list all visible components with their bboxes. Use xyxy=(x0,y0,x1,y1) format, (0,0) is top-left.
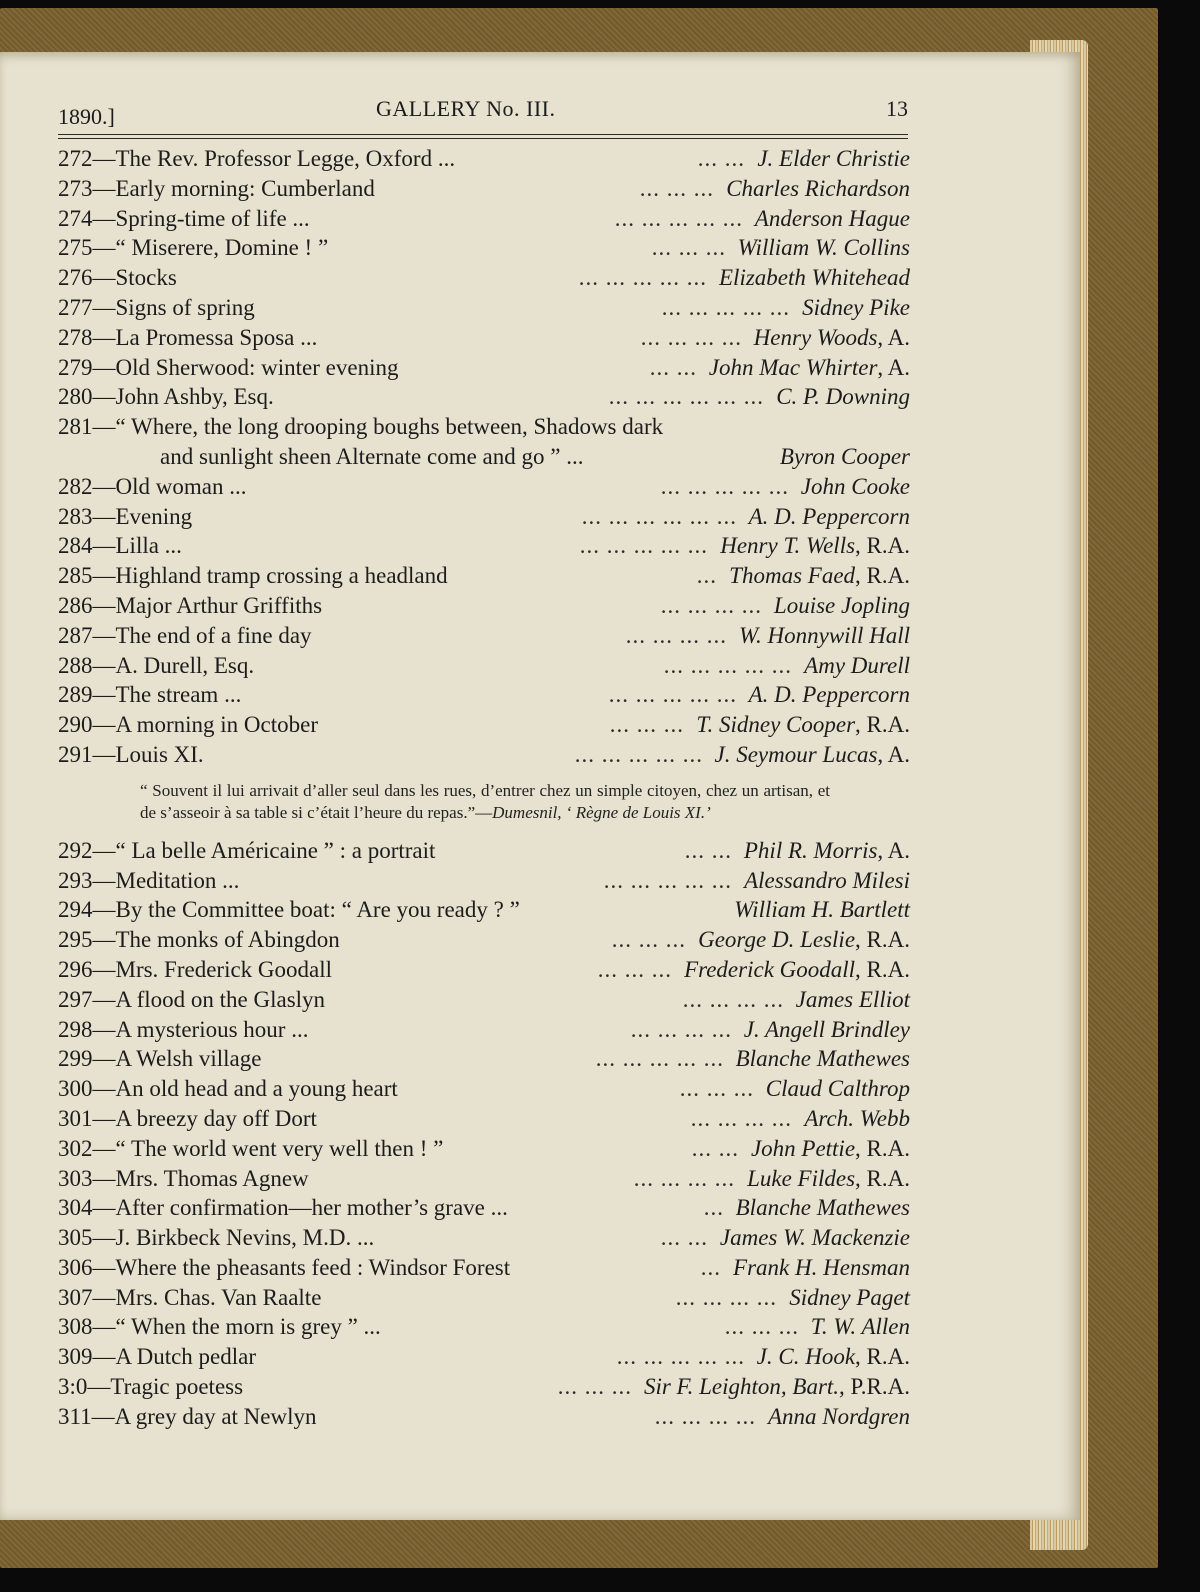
leader-dots: ... ... ... ... ... xyxy=(603,867,732,893)
entry-number: 294 xyxy=(58,897,93,923)
catalogue-entry: 311—A grey day at Newlyn ... ... ... ... Anna Nordgren xyxy=(58,1403,910,1429)
entry-number: 298 xyxy=(58,1016,93,1042)
entry-artist: Thomas Faed xyxy=(729,563,856,589)
catalogue-entry: 303—Mrs. Thomas Agnew ... ... ... ... Luke Fildes, R.A. xyxy=(58,1165,910,1191)
entry-number: 274 xyxy=(58,205,93,231)
entry-title: A Welsh village xyxy=(115,1046,262,1072)
leader-dots: ... ... ... xyxy=(611,927,686,953)
quotation-source: Dumesnil, ‘ Règne de Louis XI.’ xyxy=(492,802,711,822)
entry-title: Signs of spring xyxy=(115,294,255,320)
leader-dots: ... ... ... ... xyxy=(675,1284,777,1310)
entry-artist: T. Sidney Cooper xyxy=(696,712,856,738)
catalogue-entry: 281—“ Where, the long drooping boughs between, Shadows dark xyxy=(58,414,664,440)
entry-number: 299 xyxy=(58,1046,93,1072)
entry-title: An old head and a young heart xyxy=(115,1076,398,1102)
entry-artist: William H. Bartlett xyxy=(734,897,910,923)
catalogue-entry: 288—A. Durell, Esq. ... ... ... ... ... Amy Durell xyxy=(58,652,910,678)
entry-artist: Charles Richardson xyxy=(726,175,910,201)
catalogue-entry-continuation xyxy=(58,444,910,474)
entry-title: The stream ... xyxy=(115,682,242,708)
entry-title: A breezy day off Dort xyxy=(115,1105,317,1131)
header-year: 1890.] xyxy=(58,104,115,129)
artist-honour: , R.A. xyxy=(855,927,910,953)
entry-artist: J. Elder Christie xyxy=(757,146,910,171)
running-header xyxy=(58,92,908,132)
catalogue-entry: 283—Evening ... ... ... ... ... ... A. D. Peppercorn xyxy=(58,503,910,529)
entry-title: Highland tramp crossing a headland xyxy=(115,563,448,589)
entry-title: Old woman ... xyxy=(115,473,247,499)
quotation-text: “ Souvent il lui arrivait d’aller seul dans les rues, d’entrer chez un simple citoyen, chez un artisan, et de s’asseoir à sa table si c’était l’heure du repas.”— xyxy=(140,780,830,822)
entry-number: 3:0 xyxy=(58,1374,88,1400)
leader-dots: ... ... ... ... xyxy=(660,592,762,618)
entry-number: 306 xyxy=(58,1254,93,1280)
catalogue-entry: 294—By the Committee boat: “ Are you ready ? ” William H. Bartlett xyxy=(58,897,910,923)
entry-title: “ Where, the long drooping boughs between, Shadows dark xyxy=(115,414,664,440)
entry-number: 308 xyxy=(58,1314,93,1340)
entry-artist: James W. Mackenzie xyxy=(719,1225,910,1251)
entry-title: Mrs. Chas. Van Raalte xyxy=(115,1284,322,1310)
leader-dots: ... ... ... ... ... xyxy=(660,473,789,499)
catalogue-entry: 277—Signs of spring ... ... ... ... ... Sidney Pike xyxy=(58,294,910,320)
entry-number: 301 xyxy=(58,1105,93,1131)
entry-artist: J. Seymour Lucas xyxy=(714,741,878,767)
entry-number: 309 xyxy=(58,1344,93,1370)
entry-number: 287 xyxy=(58,622,93,648)
catalogue-entry: 306—Where the pheasants feed : Windsor Forest ... Frank H. Hensman xyxy=(58,1254,910,1280)
leader-dots: ... ... ... ... ... xyxy=(663,652,792,678)
artist-honour: , P.R.A. xyxy=(839,1374,910,1400)
catalogue-entry: 309—A Dutch pedlar ... ... ... ... ... J. C. Hook, R.A. xyxy=(58,1344,910,1370)
entry-title: John Ashby, Esq. xyxy=(115,384,274,410)
entry-number: 295 xyxy=(58,927,93,953)
entry-group xyxy=(58,146,910,414)
entry-artist: Arch. Webb xyxy=(804,1105,910,1131)
entry-artist: Henry T. Wells xyxy=(720,533,856,559)
entry-artist: John Pettie xyxy=(750,1135,856,1161)
artist-honour: , A. xyxy=(877,741,910,767)
leader-dots: ... ... ... ... ... xyxy=(608,682,737,708)
entry-title: A morning in October xyxy=(115,712,318,738)
leader-dots: ... ... ... xyxy=(651,235,726,261)
entry-artist: William W. Collins xyxy=(737,235,910,261)
entry-artist: J. C. Hook xyxy=(756,1344,856,1370)
entry-number: 283 xyxy=(58,503,93,529)
entry-number: 305 xyxy=(58,1225,93,1251)
entry-artist: Henry Woods xyxy=(753,324,878,350)
leader-dots: ... ... ... xyxy=(724,1314,799,1340)
entry-number: 279 xyxy=(58,354,93,380)
leader-dots: ... ... ... ... xyxy=(690,1105,792,1131)
entry-artist: Elizabeth Whitehead xyxy=(719,265,910,291)
catalogue-entry: 272—The Rev. Professor Legge, Oxford ... ... ... J. Elder Christie xyxy=(58,146,910,171)
catalogue-entry: 300—An old head and a young heart ... ... ... Claud Calthrop xyxy=(58,1076,910,1102)
entry-artist: Sidney Pike xyxy=(802,294,910,320)
entry-title: By the Committee boat: “ Are you ready ? ” xyxy=(115,897,520,923)
entry-number: 291 xyxy=(58,741,93,767)
entry-title: “ When the morn is grey ” ... xyxy=(115,1314,381,1340)
entry-artist: Anna Nordgren xyxy=(767,1403,910,1429)
leader-dots: ... ... ... xyxy=(597,956,672,982)
entry-number: 297 xyxy=(58,986,93,1012)
leader-dots: ... ... ... xyxy=(609,712,684,738)
entry-artist: Blanche Mathewes xyxy=(735,1046,910,1072)
catalogue-entry: 292—“ La belle Américaine ” : a portrait ... ... Phil R. Morris, A. xyxy=(58,837,910,863)
entry-number: 278 xyxy=(58,324,93,350)
entry-title: A Dutch pedlar xyxy=(115,1344,257,1370)
leader-dots: ... ... xyxy=(697,146,745,171)
leader-dots: ... ... xyxy=(684,837,732,863)
leader-dots: ... ... ... ... xyxy=(630,1016,732,1042)
catalogue-entries xyxy=(58,146,910,1434)
entry-number: 273 xyxy=(58,175,93,201)
catalogue-entry: 293—Meditation ... ... ... ... ... ... Alessandro Milesi xyxy=(58,867,910,893)
entry-title: Lilla ... xyxy=(115,533,182,559)
catalogue-entry: 285—Highland tramp crossing a headland ... Thomas Faed, R.A. xyxy=(58,563,910,589)
entry-number: 293 xyxy=(58,867,93,893)
entry-artist: Byron Cooper xyxy=(779,443,910,469)
artist-honour: , R.A. xyxy=(855,533,910,559)
entry-title: After confirmation—her mother’s grave ... xyxy=(115,1195,508,1221)
entry-title: Tragic poetess xyxy=(110,1374,244,1400)
entry-artist: George D. Leslie xyxy=(698,927,856,953)
entry-artist: Amy Durell xyxy=(804,652,910,678)
entry-title: The end of a fine day xyxy=(115,622,312,648)
catalogue-entry: 305—J. Birkbeck Nevins, M.D. ... ... ... James W. Mackenzie xyxy=(58,1225,910,1251)
entry-artist: Sidney Paget xyxy=(789,1284,910,1310)
entry-number: 275 xyxy=(58,235,93,261)
leader-dots: ... ... ... xyxy=(639,175,714,201)
entry-artist: Anderson Hague xyxy=(754,205,910,231)
catalogue-entry: 307—Mrs. Chas. Van Raalte ... ... ... ... Sidney Paget xyxy=(58,1284,910,1310)
catalogue-entry: 287—The end of a fine day ... ... ... ... W. Honnywill Hall xyxy=(58,622,910,648)
leader-dots: ... ... ... ... ... xyxy=(578,265,707,291)
catalogue-entry: 276—Stocks ... ... ... ... ... Elizabeth Whitehead xyxy=(58,265,910,291)
entry-number: 272 xyxy=(58,146,93,171)
entry-artist: Louise Jopling xyxy=(773,592,910,618)
entry-number: 288 xyxy=(58,652,93,678)
entry-title: The Rev. Professor Legge, Oxford ... xyxy=(115,146,456,171)
catalogue-entry: 273—Early morning: Cumberland ... ... ... Charles Richardson xyxy=(58,175,910,201)
catalogue-entry: 289—The stream ... ... ... ... ... ... A. D. Peppercorn xyxy=(58,682,910,708)
entry-artist: Frederick Goodall xyxy=(684,956,856,982)
artist-honour: , A. xyxy=(877,324,910,350)
catalogue-entry: 280—John Ashby, Esq. ... ... ... ... ... ... C. P. Downing xyxy=(58,384,910,410)
leader-dots: ... xyxy=(700,1254,721,1280)
catalogue-entry: 302—“ The world went very well then ! ” ... ... John Pettie, R.A. xyxy=(58,1135,910,1161)
entry-title: Stocks xyxy=(115,265,177,291)
header-gallery-title: GALLERY No. III. xyxy=(376,96,556,121)
catalogue-entry: 296—Mrs. Frederick Goodall ... ... ... Frederick Goodall, R.A. xyxy=(58,956,910,982)
leader-dots: ... ... ... ... ... xyxy=(614,205,743,231)
leader-dots: ... ... ... ... xyxy=(625,622,727,648)
catalogue-entry: 282—Old woman ... ... ... ... ... ... John Cooke xyxy=(58,473,910,499)
entry-number: 311 xyxy=(58,1403,92,1429)
entry-artist: Claud Calthrop xyxy=(765,1076,910,1102)
entry-number: 300 xyxy=(58,1076,93,1102)
catalogue-entry: 298—A mysterious hour ... ... ... ... ... J. Angell Brindley xyxy=(58,1016,910,1042)
entry-title: The monks of Abingdon xyxy=(115,927,340,953)
entry-title: A grey day at Newlyn xyxy=(114,1403,317,1429)
catalogue-entry: 284—Lilla ... ... ... ... ... ... Henry T. Wells, R.A. xyxy=(58,533,910,559)
leader-dots: ... ... ... ... ... ... xyxy=(581,503,737,529)
entry-artist: James Elliot xyxy=(795,986,910,1012)
catalogue-entry: 301—A breezy day off Dort ... ... ... ... Arch. Webb xyxy=(58,1105,910,1131)
leader-dots: ... ... ... ... xyxy=(633,1165,735,1191)
entry-title-continued: and sunlight sheen Alternate come and go ” ... xyxy=(160,443,584,469)
entry-title: A. Durell, Esq. xyxy=(115,652,255,678)
entry-title: A mysterious hour ... xyxy=(115,1016,309,1042)
entry-title: J. Birkbeck Nevins, M.D. ... xyxy=(115,1225,375,1251)
entry-artist: A. D. Peppercorn xyxy=(748,503,910,529)
catalogue-entry: 295—The monks of Abingdon ... ... ... George D. Leslie, R.A. xyxy=(58,927,910,953)
entry-group xyxy=(58,838,910,1434)
artist-honour: , R.A. xyxy=(855,1165,910,1191)
entry-group xyxy=(58,474,910,772)
entry-number: 292 xyxy=(58,837,93,863)
leader-dots: ... ... ... ... ... xyxy=(595,1046,724,1072)
leader-dots: ... ... ... ... xyxy=(640,324,742,350)
entry-title: Mrs. Thomas Agnew xyxy=(115,1165,309,1191)
header-rule xyxy=(58,134,908,135)
entry-title: “ Miserere, Domine ! ” xyxy=(115,235,329,261)
entry-title: Early morning: Cumberland xyxy=(115,175,375,201)
entry-quotation xyxy=(140,780,830,824)
page-number: 13 xyxy=(886,96,908,121)
catalogue-entry: 3:0—Tragic poetess ... ... ... Sir F. Leighton, Bart., P.R.A. xyxy=(58,1374,910,1400)
entry-title: Meditation ... xyxy=(115,867,240,893)
leader-dots: ... ... ... ... ... xyxy=(579,533,708,559)
leader-dots: ... xyxy=(703,1195,724,1221)
catalogue-entry: 278—La Promessa Sposa ... ... ... ... ... Henry Woods, A. xyxy=(58,324,910,350)
artist-honour: , R.A. xyxy=(855,956,910,982)
entry-number: 302 xyxy=(58,1135,93,1161)
entry-title: La Promessa Sposa ... xyxy=(115,324,318,350)
leader-dots: ... ... ... xyxy=(557,1374,632,1400)
entry-artist: Luke Fildes xyxy=(747,1165,856,1191)
catalogue-entry: 299—A Welsh village ... ... ... ... ... Blanche Mathewes xyxy=(58,1046,910,1072)
entry-title: Mrs. Frederick Goodall xyxy=(115,956,333,982)
entry-number: 290 xyxy=(58,712,93,738)
catalogue-entry: 291—Louis XI. ... ... ... ... ... J. Seymour Lucas, A. xyxy=(58,741,910,767)
entry-number: 282 xyxy=(58,473,93,499)
entry-title: Where the pheasants feed : Windsor Forest xyxy=(115,1254,511,1280)
catalogue-entry: 286—Major Arthur Griffiths ... ... ... ... Louise Jopling xyxy=(58,592,910,618)
entry-title: Louis XI. xyxy=(115,741,204,767)
leader-dots: ... ... ... ... ... xyxy=(616,1344,745,1370)
catalogue-entry: 275—“ Miserere, Domine ! ” ... ... ... William W. Collins xyxy=(58,235,910,261)
leader-dots: ... ... ... ... xyxy=(654,1403,756,1429)
entry-artist: John Cooke xyxy=(800,473,910,499)
entry-number: 285 xyxy=(58,563,93,589)
leader-dots: ... ... ... ... ... xyxy=(574,741,703,767)
artist-honour: , R.A. xyxy=(855,1344,910,1370)
catalogue-entry: 274—Spring-time of life ... ... ... ... ... ... Anderson Hague xyxy=(58,205,910,231)
entry-number: 289 xyxy=(58,682,93,708)
entry-number: 304 xyxy=(58,1195,93,1221)
leader-dots: ... ... ... xyxy=(679,1076,754,1102)
entry-number: 277 xyxy=(58,294,93,320)
entry-number: 303 xyxy=(58,1165,93,1191)
entry-artist: John Mac Whirter xyxy=(708,354,878,380)
entry-number: 284 xyxy=(58,533,93,559)
entry-title: A flood on the Glaslyn xyxy=(115,986,326,1012)
entry-title: “ La belle Américaine ” : a portrait xyxy=(115,837,436,863)
leader-dots: ... ... xyxy=(660,1225,708,1251)
entry-title: Major Arthur Griffiths xyxy=(115,592,323,618)
entry-title: Evening xyxy=(115,503,193,529)
entry-artist: T. W. Allen xyxy=(810,1314,910,1340)
entry-artist: Alessandro Milesi xyxy=(744,867,910,893)
entry-artist: Phil R. Morris xyxy=(743,837,878,863)
entry-artist: J. Angell Brindley xyxy=(743,1016,910,1042)
entry-number: 276 xyxy=(58,265,93,291)
entry-title: “ The world went very well then ! ” xyxy=(115,1135,444,1161)
entry-artist: A. D. Peppercorn xyxy=(748,682,910,708)
artist-honour: , A. xyxy=(877,354,910,380)
entry-title: Spring-time of life ... xyxy=(115,205,310,231)
leader-dots: ... ... ... ... ... xyxy=(661,294,790,320)
leader-dots: ... ... ... ... xyxy=(682,986,784,1012)
catalogue-entry: 308—“ When the morn is grey ” ... ... ... ... T. W. Allen xyxy=(58,1314,910,1340)
artist-honour: , R.A. xyxy=(855,712,910,738)
header-rule xyxy=(58,138,908,139)
catalogue-entry: 290—A morning in October ... ... ... T. Sidney Cooper, R.A. xyxy=(58,712,910,738)
entry-number: 296 xyxy=(58,956,93,982)
entry-number: 281 xyxy=(58,414,93,440)
artist-honour: , R.A. xyxy=(855,563,910,589)
entry-title: Old Sherwood: winter evening xyxy=(115,354,399,380)
artist-honour: , R.A. xyxy=(855,1135,910,1161)
leader-dots: ... ... ... ... ... ... xyxy=(608,384,764,410)
artist-honour: , A. xyxy=(877,837,910,863)
entry-number: 280 xyxy=(58,384,93,410)
entry-artist: Frank H. Hensman xyxy=(733,1254,910,1280)
entry-number: 307 xyxy=(58,1284,93,1310)
catalogue-entry: 279—Old Sherwood: winter evening ... ... John Mac Whirter, A. xyxy=(58,354,910,380)
entry-artist: Blanche Mathewes xyxy=(735,1195,910,1221)
entry-artist: Sir F. Leighton, Bart. xyxy=(643,1374,840,1400)
entry-artist: C. P. Downing xyxy=(776,384,910,410)
catalogue-entry: 304—After confirmation—her mother’s grave ... ... Blanche Mathewes xyxy=(58,1195,910,1221)
leader-dots: ... ... xyxy=(691,1135,739,1161)
catalogue-entry: 297—A flood on the Glaslyn ... ... ... ... James Elliot xyxy=(58,986,910,1012)
leader-dots: ... xyxy=(696,563,717,589)
leader-dots: ... ... xyxy=(649,354,697,380)
entry-number: 286 xyxy=(58,592,93,618)
entry-artist: W. Honnywill Hall xyxy=(738,622,910,648)
